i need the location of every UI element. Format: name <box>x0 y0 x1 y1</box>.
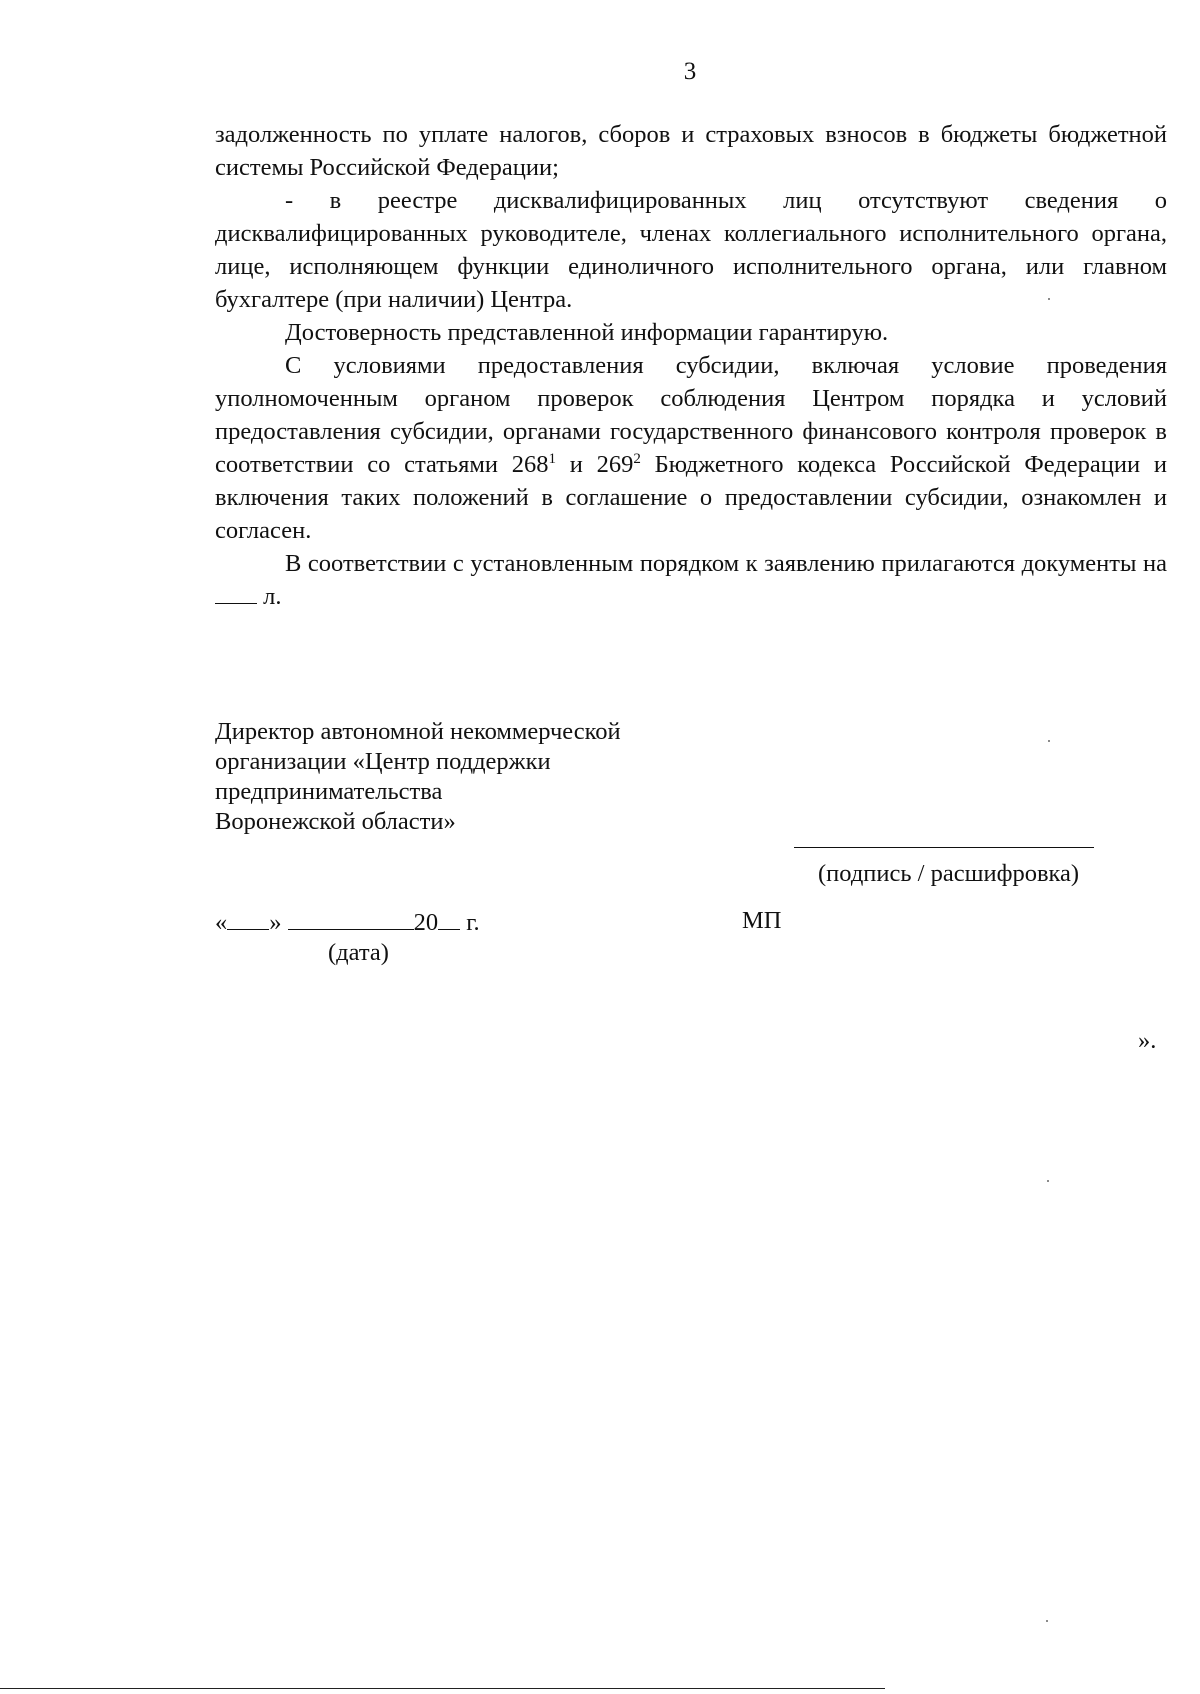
year-prefix: 20 <box>413 909 439 936</box>
conditions-text-part2: и 269 <box>556 451 634 478</box>
signature-line <box>794 847 1094 848</box>
paragraph-disqualified-registry: - в реестре дисквалифицированных лиц отсутствуют сведения о дисквалифицированных руководителе, членах коллегиального исполнительного органа, лице, исполняющем функции единоличного исполнительного органа, или главном бухгалтере (при наличии) Центра. <box>215 187 1167 313</box>
signatory-block <box>215 717 621 837</box>
scan-speck <box>1046 1620 1048 1622</box>
document-body <box>215 118 1167 613</box>
month-blank <box>288 907 414 930</box>
date-close-quote: » <box>269 909 282 936</box>
conditions-text-part1: С условиями предоставления субсидии, включая условие проведения уполномоченным органом проверок соблюдения Центром порядка и условий предоставления субсидии, органами государственного финансового контроля проверок в соответствии со статьями 268 <box>215 352 1167 478</box>
year-suffix: г. <box>460 909 480 936</box>
attachments-unit: л. <box>257 583 282 610</box>
signatory-line-2: организации «Центр поддержки <box>215 748 551 775</box>
article-269-superscript: 2 <box>633 450 641 467</box>
closing-quote-mark: ». <box>1138 1027 1157 1054</box>
article-268-superscript: 1 <box>548 450 556 467</box>
scan-speck <box>1048 740 1050 742</box>
day-blank <box>227 907 269 930</box>
page-number: 3 <box>683 58 697 85</box>
paragraph-attachments <box>215 547 1167 613</box>
signatory-line-4: Воронежской области» <box>215 808 456 835</box>
paragraph-conditions <box>215 349 1167 547</box>
conditions-text-part3: Бюджетного кодекса Российской Федерации и включения таких положений в соглашение о предоставлении субсидии, ознакомлен и согласен. <box>215 451 1167 544</box>
stamp-label: МП <box>742 907 782 934</box>
year-blank <box>438 907 460 930</box>
attachments-text: В соответствии с установленным порядком к заявлению прилагаются документы на <box>285 550 1167 577</box>
scan-speck <box>1047 1180 1049 1182</box>
signature-caption: (подпись / расшифровка) <box>818 860 1080 887</box>
page-count-blank <box>215 581 257 604</box>
signatory-line-3: предпринимательства <box>215 778 443 805</box>
date-open-quote: « <box>215 909 228 936</box>
paragraph-tax-debt: задолженность по уплате налогов, сборов и страховых взносов в бюджеты бюджетной системы Российской Федерации; <box>215 121 1167 181</box>
bottom-edge-line <box>0 1688 885 1689</box>
date-caption: (дата) <box>328 939 389 966</box>
signatory-line-1: Директор автономной некоммерческой <box>215 718 621 745</box>
scan-speck <box>1048 298 1050 300</box>
date-line <box>215 907 480 937</box>
paragraph-guarantee: Достоверность представленной информации гарантирую. <box>285 319 889 346</box>
